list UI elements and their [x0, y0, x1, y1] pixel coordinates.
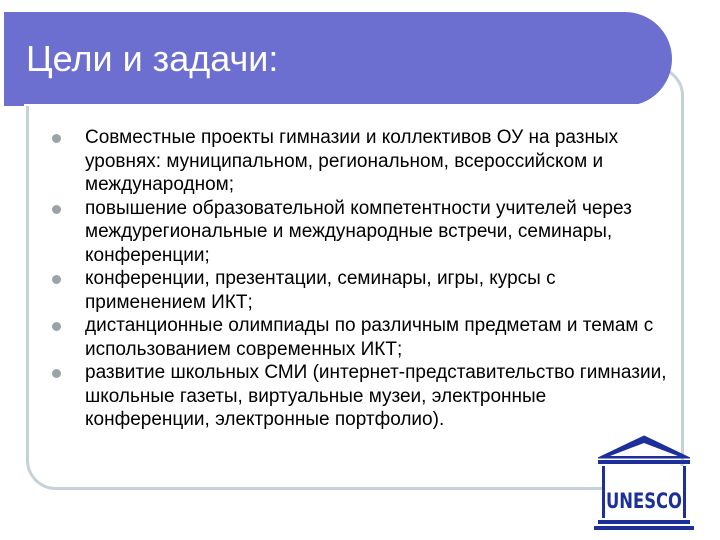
logo-column — [683, 466, 686, 518]
bullet-dot-icon — [52, 134, 61, 143]
bullet-text: дистанционные олимпиады по различным предметам и темам с использованием современных ИКТ; — [85, 315, 654, 360]
logo-step — [598, 520, 690, 524]
bullet-dot-icon — [52, 322, 61, 331]
title-bar — [4, 12, 672, 106]
bullet-list — [52, 126, 674, 432]
unesco-logo — [592, 432, 696, 536]
title-divider — [24, 104, 642, 106]
logo-column — [602, 466, 605, 518]
bullet-text: Совместные проекты гимназии и коллективов ОУ на разных уровнях: муниципальном, региональном, всероссийском и международном; — [85, 127, 619, 195]
bullet-item — [52, 267, 674, 314]
bullet-text: развитие школьных СМИ (интернет-представительство гимназии, школьные газеты, виртуальные музеи, электронные конференции, электронные портфолио). — [85, 362, 667, 430]
logo-architrave — [598, 460, 690, 464]
logo-text: UNESCO — [606, 489, 682, 513]
unesco-temple-icon — [594, 436, 694, 530]
bullet-dot-icon — [52, 275, 61, 284]
bullet-dot-icon — [52, 369, 61, 378]
bullet-dot-icon — [52, 205, 61, 214]
bullet-text: повышение образовательной компетентности учителей через междурегиональные и международные встречи, семинары, конференции; — [85, 197, 632, 266]
bullet-text: конференции, презентации, семинары, игры, курсы с применением ИКТ; — [85, 268, 556, 313]
logo-step — [594, 526, 694, 530]
bullet-item — [52, 314, 674, 361]
bullet-item — [52, 361, 674, 432]
bullet-item — [52, 126, 674, 197]
bullet-item — [52, 197, 674, 268]
slide-title: Цели и задачи: — [26, 38, 279, 79]
